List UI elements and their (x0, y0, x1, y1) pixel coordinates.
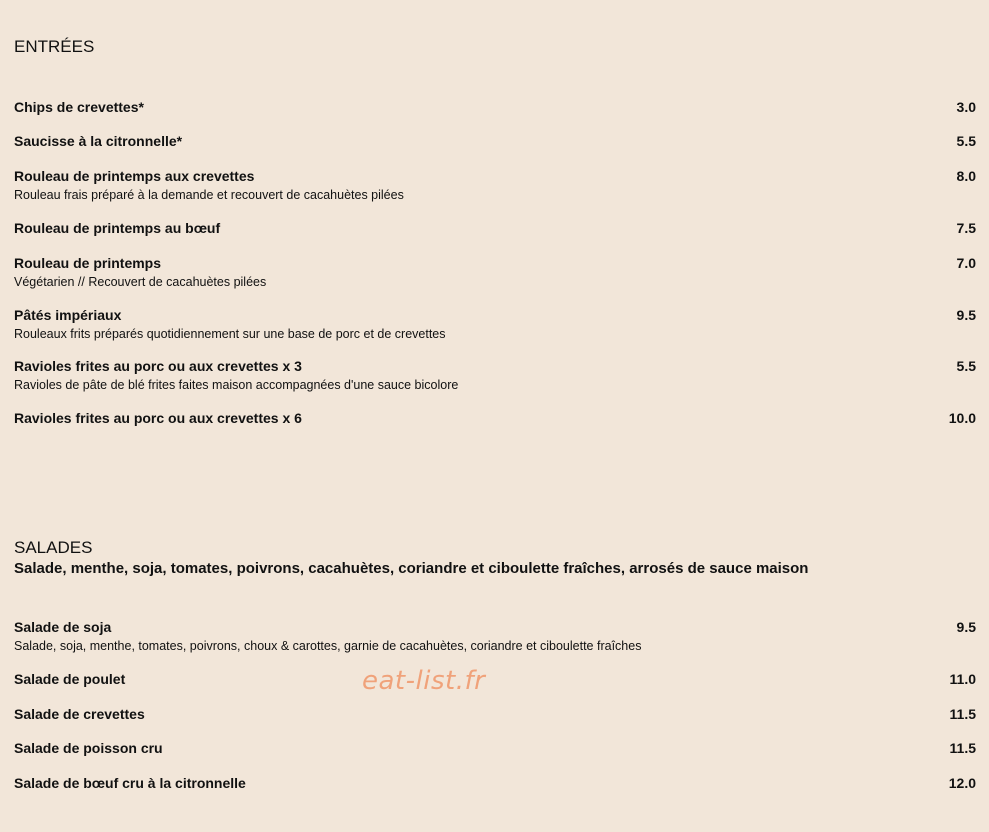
item-name: Chips de crevettes* (14, 99, 144, 115)
item-price: 11.5 (949, 740, 976, 756)
item-name: Rouleau de printemps (14, 255, 162, 271)
item-price: 12.0 (948, 775, 976, 791)
item-price: 3.0 (956, 99, 976, 115)
menu-item (14, 220, 976, 237)
watermark: eat-list.fr (362, 666, 486, 696)
item-name: Rouleau de printemps aux crevettes (14, 168, 255, 184)
item-price: 9.5 (956, 619, 976, 635)
item-description: Rouleau frais préparé à la demande et recouvert de cacahuètes pilées (14, 188, 404, 202)
item-price: 9.5 (956, 307, 976, 323)
item-description: Végétarien // Recouvert de cacahuètes pilées (14, 275, 267, 289)
item-price: 7.0 (956, 255, 976, 271)
item-price: 5.5 (956, 133, 976, 149)
item-name: Salade de poisson cru (14, 740, 163, 756)
item-price: 8.0 (956, 168, 976, 184)
section-subtitle-salades: Salade, menthe, soja, tomates, poivrons, cacahuètes, coriandre et ciboulette fraîches, arrosés de sauce maison (14, 560, 809, 577)
menu-item (14, 740, 976, 757)
menu-item (14, 168, 976, 204)
item-name: Rouleau de printemps au bœuf (14, 220, 221, 236)
item-price: 5.5 (956, 358, 976, 374)
menu-item (14, 358, 976, 394)
item-name: Ravioles frites au porc ou aux crevettes x 3 (14, 358, 302, 374)
item-name: Saucisse à la citronnelle* (14, 133, 183, 149)
menu-item (14, 775, 976, 792)
section-title-salades: SALADES (14, 538, 93, 557)
menu-item (14, 133, 976, 150)
item-price: 7.5 (956, 220, 976, 236)
item-description: Rouleaux frits préparés quotidiennement sur une base de porc et de crevettes (14, 327, 446, 341)
item-price: 10.0 (948, 410, 976, 426)
item-name: Salade de crevettes (14, 706, 145, 722)
menu-item (14, 671, 976, 688)
item-name: Ravioles frites au porc ou aux crevettes x 6 (14, 410, 302, 426)
menu-item (14, 255, 976, 291)
item-name: Salade de soja (14, 619, 112, 635)
menu-item (14, 619, 976, 655)
menu-item (14, 99, 976, 116)
item-name: Pâtés impériaux (14, 307, 122, 323)
item-price: 11.5 (949, 706, 976, 722)
item-price: 11.0 (949, 671, 976, 687)
menu-item (14, 410, 976, 427)
item-name: Salade de bœuf cru à la citronnelle (14, 775, 246, 791)
section-title-entrees: ENTRÉES (14, 37, 95, 56)
menu-item (14, 307, 976, 343)
menu-item (14, 706, 976, 723)
item-name: Salade de poulet (14, 671, 126, 687)
item-description: Salade, soja, menthe, tomates, poivrons, choux & carottes, garnie de cacahuètes, coriandre et ciboulette fraîches (14, 639, 642, 653)
item-description: Ravioles de pâte de blé frites faites maison accompagnées d'une sauce bicolore (14, 378, 459, 392)
